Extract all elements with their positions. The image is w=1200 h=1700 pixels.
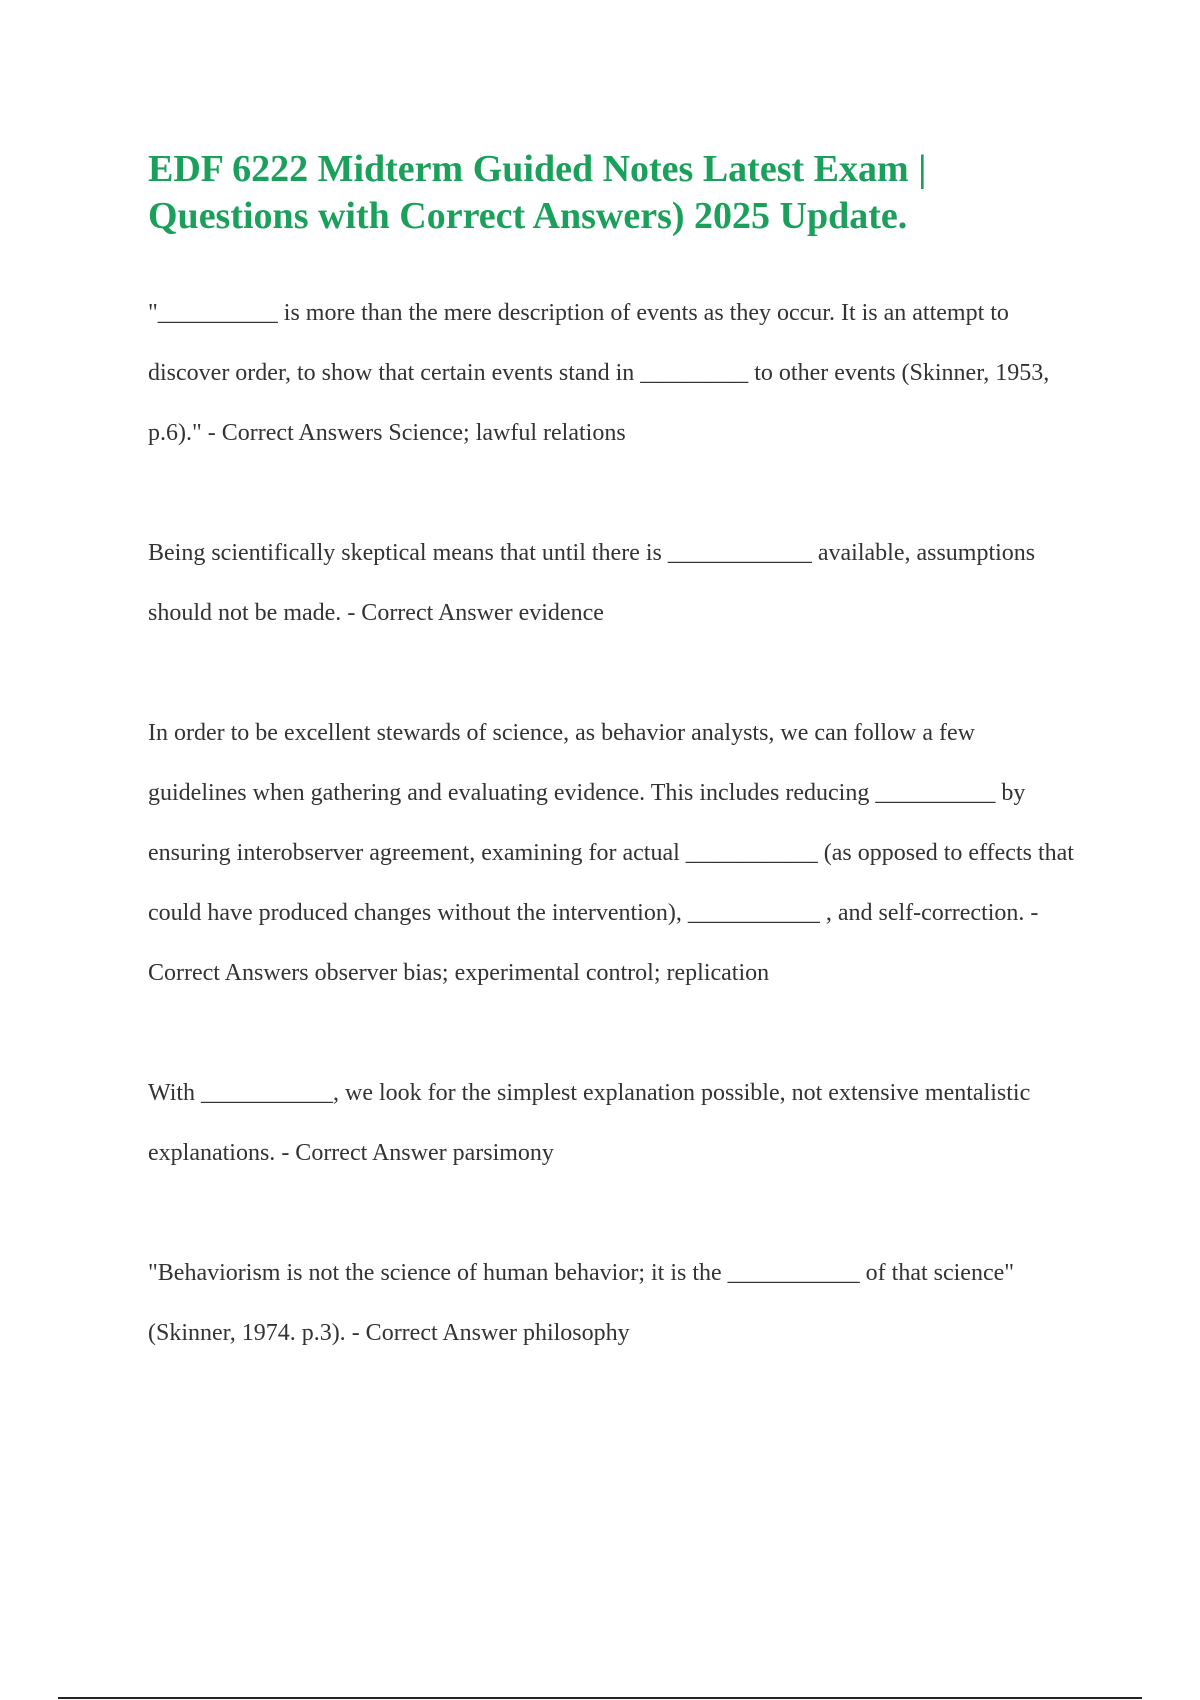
qa-entry-1 bbox=[148, 283, 1078, 463]
answer-text: - Correct Answers Science; lawful relations bbox=[201, 420, 626, 446]
question-text: In order to be excellent stewards of science, as behavior analysts, we can follow a few guidelines when gathering and evaluating evidence. This includes reducing __________ by ensuring interobserver agreement, examining for actual ___________ (as opposed to effects that could have produced changes without the intervention), ___________ , and self-correction. bbox=[148, 720, 1074, 926]
qa-entry-4 bbox=[148, 1063, 1078, 1183]
footer-divider bbox=[58, 1697, 1142, 1699]
qa-entry-5 bbox=[148, 1243, 1078, 1363]
answer-text: - Correct Answer philosophy bbox=[345, 1320, 630, 1346]
question-text: Being scientifically skeptical means that until there is ____________ available, assumptions should not be made. bbox=[148, 540, 1036, 626]
answer-text: - Correct Answer evidence bbox=[341, 600, 604, 626]
document-title: EDF 6222 Midterm Guided Notes Latest Exam | Questions with Correct Answers) 2025 Update. bbox=[148, 148, 927, 237]
answer-text: - Correct Answer parsimony bbox=[275, 1140, 554, 1166]
question-text: "Behaviorism is not the science of human behavior; it is the ___________ of that science" (Skinner, 1974. p.3). bbox=[148, 1260, 1015, 1346]
answer-text: - Correct Answers observer bias; experimental control; replication bbox=[148, 900, 1039, 986]
question-text: "__________ is more than the mere description of events as they occur. It is an attempt to discover order, to show that certain events stand in _________ to other events (Skinner, 1953, p.6)." bbox=[148, 300, 1050, 446]
question-text: With ___________, we look for the simplest explanation possible, not extensive mentalistic explanations. bbox=[148, 1080, 1031, 1166]
qa-entry-2 bbox=[148, 523, 1078, 643]
qa-entry-3 bbox=[148, 703, 1078, 1003]
